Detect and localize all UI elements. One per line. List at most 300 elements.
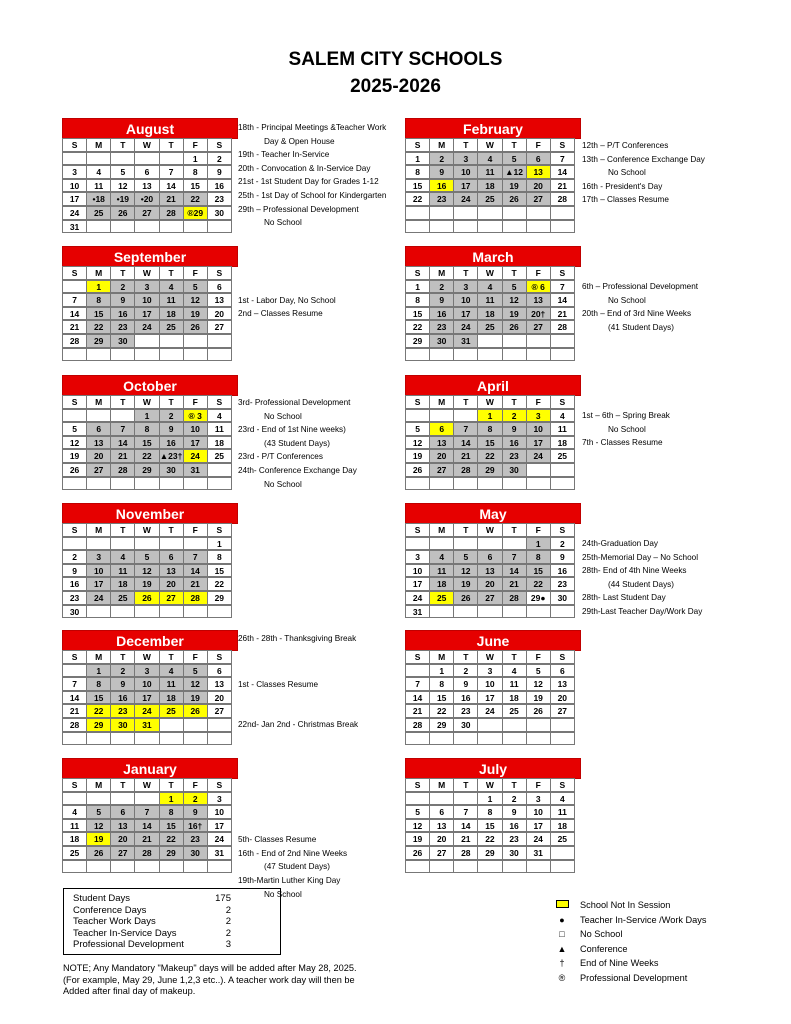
month-july <box>405 758 581 874</box>
day-cell: 12 <box>134 564 159 578</box>
day-cell: 14 <box>159 179 184 193</box>
note-line: 19th - Teacher In-Service <box>238 150 330 160</box>
weekday-label: F <box>183 523 208 537</box>
day-cell: 13 <box>207 677 232 691</box>
day-cell: 17 <box>207 819 232 833</box>
day-cell: 13 <box>526 165 551 179</box>
month-september <box>62 246 238 362</box>
day-cell <box>453 348 478 362</box>
day-cell <box>159 477 184 491</box>
day-cell: 11 <box>207 422 232 436</box>
day-cell: 18 <box>429 577 454 591</box>
day-cell: 9 <box>429 165 454 179</box>
day-cell <box>62 537 87 551</box>
day-cell: 18 <box>502 691 527 705</box>
day-cell <box>526 860 551 874</box>
day-cell: 11 <box>550 805 575 819</box>
day-cell: 21 <box>453 832 478 846</box>
week-row <box>62 692 238 706</box>
month-header: July <box>405 758 581 779</box>
weekday-label: T <box>159 778 184 792</box>
week-row <box>405 207 581 221</box>
day-cell <box>110 348 135 362</box>
note-line: 1st - Labor Day, No School <box>238 295 336 305</box>
day-cell: 7 <box>159 165 184 179</box>
day-cell <box>429 732 454 746</box>
weekday-label: S <box>550 778 575 792</box>
day-cell: 2 <box>110 664 135 678</box>
weekday-label: M <box>429 138 454 152</box>
note-line <box>238 806 347 820</box>
day-cell: 4 <box>62 805 87 819</box>
day-cell: 17 <box>453 307 478 321</box>
weekday-label: T <box>453 266 478 280</box>
day-cell: 6 <box>429 805 454 819</box>
week-row <box>405 538 581 552</box>
note-line: 28th- Last Student Day <box>582 593 666 603</box>
week-row <box>62 410 238 424</box>
month-header: September <box>62 246 238 267</box>
day-cell: 1 <box>134 409 159 423</box>
month-april <box>405 375 581 491</box>
day-cell: 8 <box>477 422 502 436</box>
day-cell: 7 <box>183 550 208 564</box>
month-notes <box>582 280 698 334</box>
day-cell: 27 <box>526 320 551 334</box>
day-cell: 5 <box>183 664 208 678</box>
day-cell: 27 <box>526 192 551 206</box>
day-cell: 30 <box>207 206 232 220</box>
month-notes <box>582 139 705 207</box>
day-cell <box>405 732 430 746</box>
note-line: No School <box>264 218 302 228</box>
day-cell: 23 <box>207 192 232 206</box>
day-cell <box>477 334 502 348</box>
month-header: March <box>405 246 581 267</box>
month-november <box>62 503 238 619</box>
note-line: No School <box>264 411 302 421</box>
day-cell: 31 <box>134 718 159 732</box>
day-cell: 15 <box>429 691 454 705</box>
day-cell: 14 <box>183 564 208 578</box>
day-cell <box>159 860 184 874</box>
day-cell <box>207 605 232 619</box>
day-cell <box>62 477 87 491</box>
day-cell: •18 <box>86 192 111 206</box>
day-cell: 13 <box>550 677 575 691</box>
note-line: 16th - President's Day <box>582 181 663 191</box>
day-cell: 25 <box>550 832 575 846</box>
day-cell: 4 <box>159 664 184 678</box>
day-cell <box>207 334 232 348</box>
day-cell <box>453 537 478 551</box>
day-cell: 16 <box>502 819 527 833</box>
week-row <box>62 423 238 437</box>
week-row <box>62 478 238 492</box>
weekday-label: W <box>477 523 502 537</box>
note-line <box>238 578 356 592</box>
day-cell: 2 <box>183 792 208 806</box>
day-cell: 30 <box>550 591 575 605</box>
summary-row <box>73 893 280 905</box>
day-cell: 25 <box>159 320 184 334</box>
day-cell: 2 <box>453 664 478 678</box>
note-line: 24th-Graduation Day <box>582 539 659 548</box>
week-row <box>62 308 238 322</box>
day-cell <box>526 334 551 348</box>
day-cell <box>86 477 111 491</box>
day-cell: 5 <box>526 664 551 678</box>
day-cell: 16 <box>429 307 454 321</box>
day-cell: 27 <box>110 846 135 860</box>
day-cell <box>526 718 551 732</box>
day-cell: 21 <box>110 449 135 463</box>
day-cell: 21 <box>453 449 478 463</box>
week-row <box>62 349 238 363</box>
day-cell: 28 <box>62 334 87 348</box>
day-cell: 5 <box>110 165 135 179</box>
day-cell: 4 <box>477 152 502 166</box>
weekday-label: M <box>86 138 111 152</box>
day-cell: 8 <box>526 550 551 564</box>
day-cell <box>86 860 111 874</box>
day-cell: 3 <box>477 664 502 678</box>
note-line: 1st – 6th – Spring Break <box>582 411 670 420</box>
day-cell: 27 <box>207 320 232 334</box>
day-cell: 20 <box>550 691 575 705</box>
day-cell: 23 <box>429 192 454 206</box>
week-row <box>62 281 238 295</box>
day-cell: 26 <box>453 591 478 605</box>
day-cell: 16 <box>453 691 478 705</box>
day-cell: 5 <box>502 280 527 294</box>
note-line: 29th – Professional Development <box>238 204 359 214</box>
day-cell: 12 <box>405 436 430 450</box>
day-cell <box>550 206 575 220</box>
weekday-row <box>62 396 238 410</box>
day-cell <box>110 152 135 166</box>
day-cell: 24 <box>134 704 159 718</box>
day-cell <box>207 220 232 234</box>
month-notes <box>238 578 356 646</box>
week-row <box>405 294 581 308</box>
day-cell <box>477 605 502 619</box>
day-cell: 14 <box>550 293 575 307</box>
weekday-label: S <box>405 395 430 409</box>
day-cell <box>550 718 575 732</box>
day-cell <box>86 605 111 619</box>
day-cell: 21 <box>550 307 575 321</box>
weekday-label: S <box>550 395 575 409</box>
weekday-label: M <box>429 395 454 409</box>
weekday-label: T <box>502 650 527 664</box>
day-cell: 22 <box>526 577 551 591</box>
day-cell: 1 <box>405 152 430 166</box>
week-row <box>405 678 581 692</box>
day-cell: 23 <box>183 832 208 846</box>
week-row <box>62 806 238 820</box>
day-cell: 16† <box>183 819 208 833</box>
month-notes <box>238 280 336 321</box>
week-row <box>405 861 581 875</box>
day-cell <box>183 732 208 746</box>
note-line: (41 Student Days) <box>608 322 674 332</box>
note-line <box>238 592 356 606</box>
day-cell <box>134 334 159 348</box>
day-cell: ▲12 <box>502 165 527 179</box>
day-cell: 25 <box>86 206 111 220</box>
weekday-label: W <box>477 778 502 792</box>
day-cell: 4 <box>159 280 184 294</box>
day-cell: 17 <box>86 577 111 591</box>
day-cell <box>134 477 159 491</box>
day-cell: 19 <box>134 577 159 591</box>
day-cell: 7 <box>502 550 527 564</box>
day-cell <box>550 860 575 874</box>
note-line: 2nd – Classes Resume <box>238 309 323 319</box>
weekday-row <box>405 651 581 665</box>
day-cell: 30 <box>429 334 454 348</box>
weekday-label: T <box>159 266 184 280</box>
weekday-row <box>62 651 238 665</box>
day-cell: 3 <box>134 664 159 678</box>
day-cell: 6 <box>477 550 502 564</box>
day-cell: 1 <box>207 537 232 551</box>
day-cell <box>550 732 575 746</box>
week-row <box>405 221 581 235</box>
day-cell: 26 <box>183 704 208 718</box>
day-cell: 19 <box>405 832 430 846</box>
day-cell: 4 <box>110 550 135 564</box>
day-cell <box>429 348 454 362</box>
day-cell: 20 <box>207 691 232 705</box>
legend <box>553 898 706 985</box>
legend-label: End of Nine Weeks <box>580 958 659 968</box>
day-cell: 18 <box>550 819 575 833</box>
day-cell <box>550 605 575 619</box>
day-cell: 5 <box>405 422 430 436</box>
day-cell: 15 <box>526 564 551 578</box>
yellow-box-icon <box>553 898 571 913</box>
day-cell <box>453 605 478 619</box>
day-cell: 16 <box>110 691 135 705</box>
weekday-label: S <box>207 523 232 537</box>
day-cell: 9 <box>429 293 454 307</box>
weekday-label: W <box>134 650 159 664</box>
day-cell: 2 <box>207 152 232 166</box>
note-line: 24th- Conference Exchange Day <box>238 465 357 475</box>
day-cell: 30 <box>502 463 527 477</box>
note-line <box>238 820 347 834</box>
day-cell: 4 <box>429 550 454 564</box>
week-row <box>62 193 238 207</box>
legend-item <box>553 971 706 986</box>
weekday-label: M <box>429 266 454 280</box>
day-cell: 8 <box>477 805 502 819</box>
day-cell: 25 <box>429 591 454 605</box>
week-row <box>62 180 238 194</box>
day-cell: 10 <box>526 422 551 436</box>
day-cell: 29 <box>86 334 111 348</box>
summary-row <box>73 916 280 928</box>
day-cell: 1 <box>159 792 184 806</box>
day-cell: ®29 <box>183 206 208 220</box>
note-line: 1st - Classes Resume <box>238 679 319 689</box>
day-cell: 16 <box>62 577 87 591</box>
note-line: 6th – Professional Development <box>582 282 699 291</box>
week-row <box>62 592 238 606</box>
day-cell <box>86 152 111 166</box>
day-cell: 28 <box>502 591 527 605</box>
summary-value: 175 <box>215 893 231 904</box>
day-cell <box>134 348 159 362</box>
weekday-row <box>405 524 581 538</box>
weekday-label: W <box>134 266 159 280</box>
day-cell <box>86 348 111 362</box>
day-cell: 3 <box>134 280 159 294</box>
day-cell <box>477 537 502 551</box>
day-cell: 27 <box>207 704 232 718</box>
weekday-label: T <box>453 138 478 152</box>
day-cell: 16 <box>159 436 184 450</box>
legend-label: Teacher In-Service /Work Days <box>580 914 707 925</box>
day-cell: 15 <box>477 819 502 833</box>
day-cell: 13 <box>110 819 135 833</box>
day-cell: 10 <box>207 805 232 819</box>
day-cell: 16 <box>429 179 454 193</box>
day-cell: 13 <box>477 564 502 578</box>
weekday-label: S <box>62 138 87 152</box>
day-cell: 1 <box>477 409 502 423</box>
summary-label: Teacher Work Days <box>73 916 156 927</box>
day-cell: 8 <box>405 293 430 307</box>
square-icon: □ <box>559 929 565 939</box>
weekday-label: T <box>453 523 478 537</box>
day-cell: 15 <box>405 307 430 321</box>
day-cell: 14 <box>550 165 575 179</box>
weekday-label: S <box>62 523 87 537</box>
month-march <box>405 246 581 362</box>
week-row <box>405 833 581 847</box>
legend-item <box>553 913 706 928</box>
legend-label: Professional Development <box>580 972 688 983</box>
day-cell: 1 <box>86 280 111 294</box>
day-cell <box>134 732 159 746</box>
day-cell <box>159 334 184 348</box>
day-cell: 2 <box>159 409 184 423</box>
day-cell <box>477 206 502 220</box>
weekday-label: S <box>62 266 87 280</box>
day-cell: 9 <box>62 564 87 578</box>
day-cell <box>429 537 454 551</box>
day-cell: •20 <box>134 192 159 206</box>
day-cell: 9 <box>453 677 478 691</box>
weekday-label: T <box>502 266 527 280</box>
day-cell <box>62 860 87 874</box>
week-row <box>62 166 238 180</box>
weekday-label: S <box>62 778 87 792</box>
day-cell: 21 <box>502 577 527 591</box>
day-cell: 2 <box>429 280 454 294</box>
weekday-label: F <box>526 266 551 280</box>
legend-item <box>553 942 706 957</box>
day-cell: 6 <box>134 165 159 179</box>
day-cell: 6 <box>550 664 575 678</box>
note-line: (For example, May 29, June 1,2,3 etc..). A teacher work day will then be <box>63 974 355 985</box>
day-cell: 10 <box>477 677 502 691</box>
week-row <box>62 665 238 679</box>
summary-value: 2 <box>225 927 231 939</box>
day-cell: 17 <box>62 192 87 206</box>
day-cell: 19 <box>526 691 551 705</box>
weekday-row <box>405 779 581 793</box>
note-line: 7th - Classes Resume <box>582 438 663 448</box>
day-cell: 8 <box>405 165 430 179</box>
day-cell: 28 <box>453 463 478 477</box>
day-cell: 9 <box>207 165 232 179</box>
day-cell: 31 <box>405 605 430 619</box>
weekday-label: T <box>110 266 135 280</box>
day-cell: 13 <box>86 436 111 450</box>
summary-label: Conference Days <box>73 904 147 916</box>
day-cell <box>405 220 430 234</box>
summary-value: 2 <box>225 904 231 916</box>
day-cell: 19 <box>502 179 527 193</box>
note-line: 23rd - End of 1st Nine weeks) <box>238 425 346 435</box>
weekday-label: T <box>110 778 135 792</box>
day-cell: •19 <box>110 192 135 206</box>
month-june <box>405 630 581 746</box>
month-header: August <box>62 118 238 139</box>
day-cell: 12 <box>526 677 551 691</box>
day-cell: 8 <box>86 677 111 691</box>
day-cell <box>183 477 208 491</box>
week-row <box>405 153 581 167</box>
day-cell: 15 <box>86 691 111 705</box>
day-cell <box>207 348 232 362</box>
note-line: No School <box>264 889 302 899</box>
day-cell <box>134 537 159 551</box>
day-cell: 14 <box>62 307 87 321</box>
week-row <box>405 565 581 579</box>
weekday-label: S <box>550 138 575 152</box>
month-header: January <box>62 758 238 779</box>
day-cell: 8 <box>159 805 184 819</box>
day-cell <box>550 477 575 491</box>
week-row <box>405 166 581 180</box>
day-cell: 21 <box>62 704 87 718</box>
day-cell <box>453 860 478 874</box>
day-cell: 3 <box>405 550 430 564</box>
day-cell: 26 <box>502 192 527 206</box>
day-cell <box>159 348 184 362</box>
week-row <box>405 793 581 807</box>
note-line: 3rd- Professional Development <box>238 398 351 407</box>
day-cell <box>62 732 87 746</box>
summary-row <box>73 928 280 940</box>
day-cell: 22 <box>405 320 430 334</box>
weekday-label: T <box>453 395 478 409</box>
day-cell: 30 <box>110 718 135 732</box>
day-cell: 10 <box>183 422 208 436</box>
week-row <box>62 565 238 579</box>
day-cell <box>86 732 111 746</box>
day-cell <box>526 220 551 234</box>
day-cell: 30 <box>502 846 527 860</box>
weekday-label: S <box>550 266 575 280</box>
day-cell <box>134 152 159 166</box>
page-title: SALEM CITY SCHOOLS <box>288 49 503 70</box>
